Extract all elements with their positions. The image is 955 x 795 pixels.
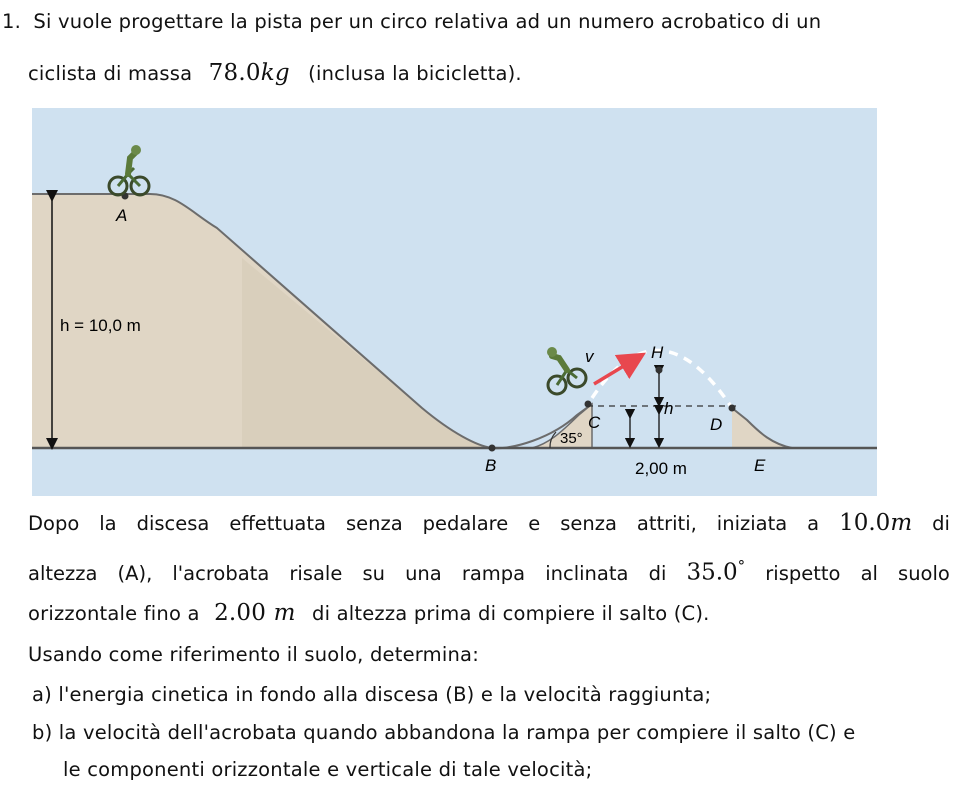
question-a: a) l'energia cinetica in fondo alla discesa (B) e la velocità raggiunta; [32,683,712,706]
launch-height-value: 2.00 m [214,600,296,626]
label-v: v [585,347,594,366]
problem-line-1 [2,10,952,33]
label-b: B [485,456,497,475]
paragraph-line-4: Usando come riferimento il suolo, determina: [28,643,479,666]
label-h: h [664,399,674,418]
point-h-dot [656,367,663,374]
label-e: E [754,456,766,475]
label-c: C [588,413,601,432]
problem-line-2 [28,60,522,86]
mass-note: (inclusa la bicicletta). [308,62,522,85]
ramp-diagram [32,108,877,496]
point-b-dot [489,445,496,452]
start-height-value: 10.0m [839,510,913,536]
label-angle: 35° [560,430,583,447]
question-b: b) la velocità dell'acrobata quando abbandona la rampa per compiere il salto (C) e [32,721,856,744]
problem-intro: Si vuole progettare la pista per un circo relativa ad un numero acrobatico di un [33,10,822,33]
label-d: D [710,415,723,434]
paragraph-line-2: altezza (A), l'acrobata risale su una rampa inclinata di 35.0° rispetto al suolo [28,557,950,586]
problem-number: 1. [2,10,22,33]
mass-label: ciclista di massa [28,62,193,85]
question-b-continued: le componenti orizzontale e verticale di tale velocità; [63,758,593,781]
mass-value: 78.0kg [208,60,290,86]
ramp-angle-value: 35.0° [686,557,746,586]
paragraph-line-1: Dopo la discesa effettuata senza pedalare e senza attriti, iniziata a 10.0m di [28,510,950,536]
point-c-dot [585,401,592,408]
label-height: h = 10,0 m [60,316,141,335]
label-distance: 2,00 m [635,459,687,478]
label-a: A [116,206,128,225]
label-peak-h: H [651,343,664,362]
point-d-dot [729,405,736,412]
paragraph-line-3: orizzontale fino a 2.00 m di altezza prima di compiere il salto (C). [28,600,710,626]
